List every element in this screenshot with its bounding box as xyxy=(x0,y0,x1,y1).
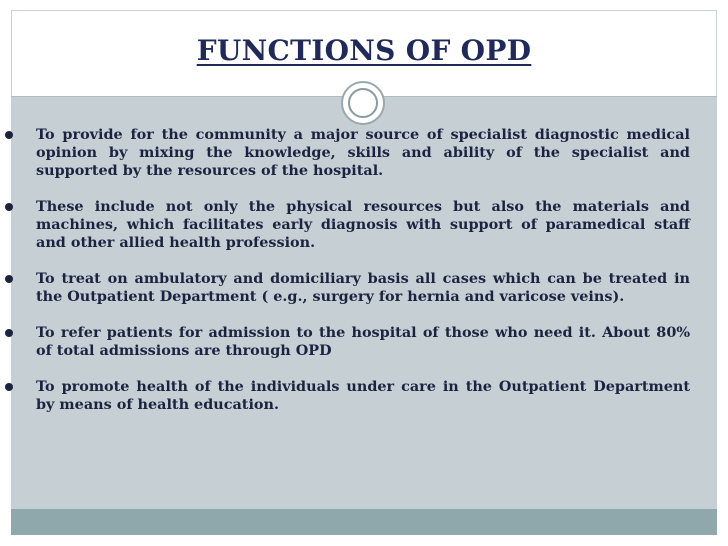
bullet-list xyxy=(0,126,728,432)
circle-ornament-icon xyxy=(341,81,385,125)
bullet-item xyxy=(0,270,728,306)
footer-bar xyxy=(11,509,717,535)
bullet-item xyxy=(0,198,728,252)
bullet-dot-icon xyxy=(5,203,13,211)
slide-title: FUNCTIONS OF OPD xyxy=(196,34,532,67)
bullet-dot-icon xyxy=(5,329,13,337)
bullet-text: These include not only the physical resources but also the materials and machines, which facilitates early diagnosis with support of paramedical staff and other allied health profession. xyxy=(36,198,690,251)
bullet-item xyxy=(0,324,728,360)
bullet-text: To provide for the community a major source of specialist diagnostic medical opinion by mixing the knowledge, skills and ability of the specialist and supported by the resources of the hospital. xyxy=(36,126,690,179)
bullet-item xyxy=(0,126,728,180)
bullet-item xyxy=(0,378,728,414)
bullet-dot-icon xyxy=(5,131,13,139)
bullet-text: To refer patients for admission to the hospital of those who need it. About 80% of total admissions are through OPD xyxy=(36,324,690,359)
bullet-text: To treat on ambulatory and domiciliary basis all cases which can be treated in the Outpatient Department ( e.g., surgery for hernia and varicose veins). xyxy=(36,270,690,305)
bullet-dot-icon xyxy=(5,275,13,283)
bullet-text: To promote health of the individuals under care in the Outpatient Department by means of health education. xyxy=(36,378,690,413)
bullet-dot-icon xyxy=(5,383,13,391)
